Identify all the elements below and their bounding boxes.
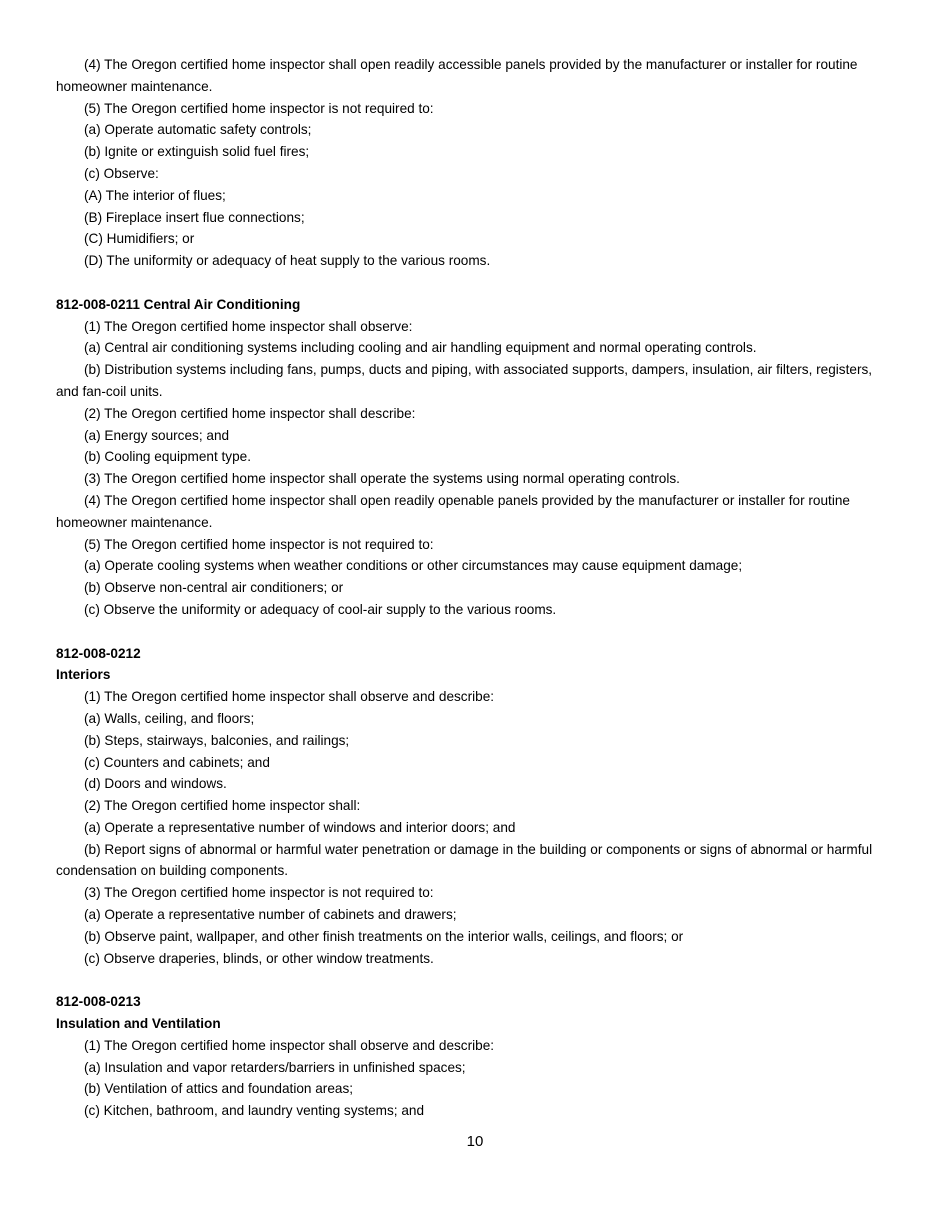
paragraph: (b) Report signs of abnormal or harmful water penetration or damage in the building or components or signs of abnormal or harmful condensation on building components. bbox=[56, 841, 873, 879]
paragraph: (c) Counters and cabinets; and bbox=[84, 754, 270, 770]
section-spacer bbox=[56, 969, 876, 991]
paragraph: (a) Operate a representative number of cabinets and drawers; bbox=[84, 907, 457, 923]
paragraph: (5) The Oregon certified home inspector is not required to: bbox=[84, 100, 434, 116]
paragraph: (4) The Oregon certified home inspector shall open readily openable panels provided by the manufacturer or installer for routine homeowner maintenance. bbox=[56, 492, 850, 530]
paragraph: (d) Doors and windows. bbox=[84, 776, 227, 792]
paragraph: (b) Observe non-central air conditioners; or bbox=[84, 580, 344, 596]
paragraph: (a) Central air conditioning systems including cooling and air handling equipment and normal operating controls. bbox=[84, 340, 757, 356]
paragraph: (a) Walls, ceiling, and floors; bbox=[84, 710, 255, 726]
paragraph: (b) Ignite or extinguish solid fuel fires; bbox=[84, 144, 310, 160]
paragraph: (b) Cooling equipment type. bbox=[84, 449, 251, 465]
paragraph: (b) Distribution systems including fans, pumps, ducts and piping, with associated supports, dampers, insulation, air filters, registers, and fan-coil units. bbox=[56, 362, 873, 399]
page-content bbox=[56, 54, 876, 1122]
paragraph: (A) The interior of flues; bbox=[84, 187, 226, 203]
paragraph: (B) Fireplace insert flue connections; bbox=[84, 209, 305, 225]
section-title: Insulation and Ventilation bbox=[56, 1016, 221, 1032]
paragraph: (b) Observe paint, wallpaper, and other finish treatments on the interior walls, ceilings, and floors; or bbox=[84, 928, 684, 944]
paragraph: (a) Energy sources; and bbox=[84, 427, 230, 443]
paragraph: (2) The Oregon certified home inspector shall describe: bbox=[84, 405, 416, 421]
section-number: 812-008-0212 bbox=[56, 645, 141, 661]
paragraph: (c) Observe the uniformity or adequacy of cool-air supply to the various rooms. bbox=[84, 601, 557, 617]
paragraph: (c) Observe draperies, blinds, or other window treatments. bbox=[84, 950, 434, 966]
paragraph: (1) The Oregon certified home inspector shall observe: bbox=[84, 318, 413, 334]
section-interiors bbox=[56, 643, 876, 970]
paragraph: (C) Humidifiers; or bbox=[84, 231, 195, 247]
paragraph: (a) Operate automatic safety controls; bbox=[84, 122, 312, 138]
paragraph: (a) Operate a representative number of windows and interior doors; and bbox=[84, 819, 516, 835]
section-spacer bbox=[56, 272, 876, 294]
paragraph: (a) Insulation and vapor retarders/barriers in unfinished spaces; bbox=[84, 1059, 466, 1075]
section-number: 812-008-0213 bbox=[56, 994, 141, 1010]
section-insulation-ventilation bbox=[56, 991, 876, 1122]
paragraph: (4) The Oregon certified home inspector shall open readily accessible panels provided by the manufacturer or installer for routine homeowner maintenance. bbox=[56, 57, 858, 94]
paragraph: (2) The Oregon certified home inspector shall: bbox=[84, 798, 361, 814]
paragraph: (c) Kitchen, bathroom, and laundry venting systems; and bbox=[84, 1103, 425, 1119]
paragraph: (5) The Oregon certified home inspector is not required to: bbox=[84, 536, 434, 552]
paragraph: (D) The uniformity or adequacy of heat supply to the various rooms. bbox=[84, 253, 491, 269]
section-title: Interiors bbox=[56, 667, 111, 683]
section-spacer bbox=[56, 621, 876, 643]
section-central-air-conditioning bbox=[56, 294, 876, 621]
page-number: 10 bbox=[466, 1133, 484, 1150]
section-heading: 812-008-0211 Central Air Conditioning bbox=[56, 296, 301, 312]
paragraph: (b) Steps, stairways, balconies, and railings; bbox=[84, 732, 350, 748]
paragraph: (a) Operate cooling systems when weather conditions or other circumstances may cause equipment damage; bbox=[84, 558, 743, 574]
paragraph: (b) Ventilation of attics and foundation areas; bbox=[84, 1081, 354, 1097]
paragraph: (1) The Oregon certified home inspector shall observe and describe: bbox=[84, 689, 495, 705]
section-heating-continued bbox=[56, 54, 876, 272]
paragraph: (c) Observe: bbox=[84, 165, 159, 181]
paragraph: (1) The Oregon certified home inspector shall observe and describe: bbox=[84, 1037, 495, 1053]
paragraph: (3) The Oregon certified home inspector shall operate the systems using normal operating controls. bbox=[84, 471, 680, 487]
paragraph: (3) The Oregon certified home inspector is not required to: bbox=[84, 885, 434, 901]
